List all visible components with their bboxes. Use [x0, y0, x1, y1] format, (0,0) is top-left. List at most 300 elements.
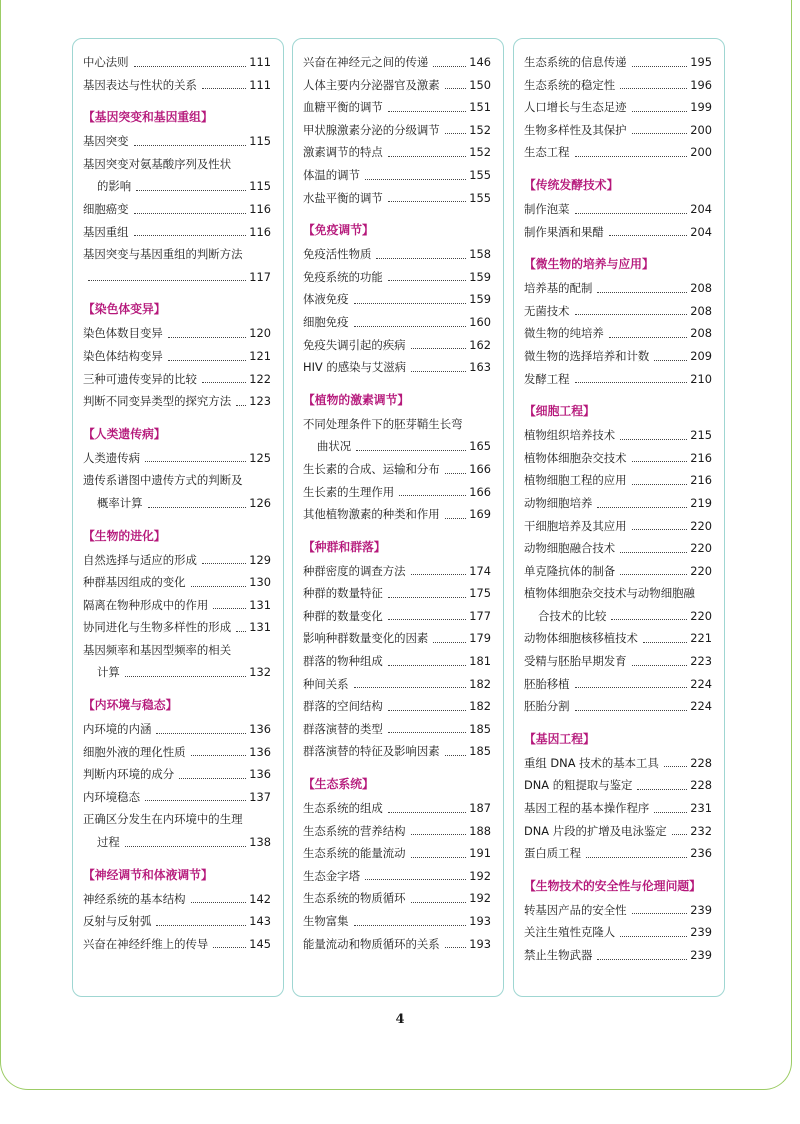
toc-entry[interactable] [83, 221, 271, 244]
dot-leader [597, 292, 687, 293]
dot-leader [365, 179, 466, 180]
entry-page: 231 [690, 801, 712, 816]
toc-entry[interactable] [83, 368, 271, 391]
toc-entry[interactable] [303, 887, 491, 910]
entry-page: 228 [690, 778, 712, 793]
toc-entry[interactable] [83, 763, 271, 786]
dot-leader [134, 213, 247, 214]
entry-page: 210 [690, 371, 712, 386]
dot-leader [168, 360, 247, 361]
entry-title: 甲状腺激素分泌的分级调节 [303, 122, 440, 137]
toc-column-2 [292, 38, 504, 997]
entry-title: 免疫系统的功能 [303, 269, 383, 284]
entry-title: 能量流动和物质循环的关系 [303, 936, 440, 951]
entry-page: 116 [249, 201, 271, 216]
entry-title: 种群的数量特征 [303, 586, 383, 601]
dot-leader [620, 439, 687, 440]
dot-leader [376, 258, 466, 259]
toc-entry[interactable] [303, 910, 491, 933]
dot-leader [388, 280, 467, 281]
toc-entry[interactable] [303, 74, 491, 97]
entry-title: 微生物的选择培养和计数 [524, 348, 650, 363]
toc-entry[interactable] [524, 797, 712, 820]
toc-entry[interactable] [83, 390, 271, 413]
entry-page: 115 [249, 179, 271, 194]
toc-entry[interactable] [303, 582, 491, 605]
entry-page: 199 [690, 100, 712, 115]
dot-leader [168, 337, 247, 338]
entry-page: 136 [249, 722, 271, 737]
toc-entry[interactable] [524, 277, 712, 300]
entry-page: 223 [690, 654, 712, 669]
entry-title: 判断不同变异类型的探究方法 [83, 394, 232, 409]
entry-title: 基因表达与性状的关系 [83, 77, 197, 92]
dot-leader [213, 947, 246, 948]
entry-title: 蛋白质工程 [524, 846, 581, 861]
entry-page: 239 [690, 948, 712, 962]
entry-title: 正确区分发生在内环境中的生理 [83, 812, 243, 827]
dot-leader [145, 461, 246, 462]
dot-leader [411, 857, 467, 858]
entry-title: 染色体结构变异 [83, 348, 163, 363]
entry-page: 145 [249, 936, 271, 951]
toc-entry[interactable] [303, 356, 491, 379]
toc-entry[interactable] [524, 322, 712, 345]
toc-entry[interactable] [303, 288, 491, 311]
entry-page: 215 [690, 428, 712, 443]
entry-page: 236 [690, 846, 712, 861]
dot-leader [365, 879, 466, 880]
entry-title: 生物多样性及其保护 [524, 122, 627, 137]
entry-page: 182 [469, 699, 491, 714]
toc-entry[interactable] [83, 718, 271, 741]
entry-page: 158 [469, 247, 491, 262]
dot-leader [388, 597, 467, 598]
entry-page: 115 [249, 134, 271, 149]
toc-entry[interactable] [303, 266, 491, 289]
toc-entry[interactable] [524, 424, 712, 447]
entry-title-cont: 过程 [97, 835, 120, 850]
entry-page: 219 [690, 495, 712, 510]
toc-entry[interactable] [524, 673, 712, 696]
dot-leader [575, 710, 688, 711]
dot-leader [620, 88, 687, 89]
entry-page: 152 [469, 145, 491, 160]
entry-page: 220 [690, 563, 712, 578]
dot-leader [156, 925, 246, 926]
toc-entry[interactable] [303, 334, 491, 357]
toc-entry[interactable] [303, 51, 491, 74]
toc-entry[interactable] [83, 616, 271, 639]
toc-entry[interactable] [524, 842, 712, 865]
entry-title-cont: 合技术的比较 [538, 608, 607, 623]
entry-page: 192 [469, 891, 491, 906]
entry-title: 染色体数目变异 [83, 326, 163, 341]
toc-entry[interactable] [83, 786, 271, 809]
toc-entry[interactable] [83, 130, 271, 153]
entry-title: 植物体细胞杂交技术 [524, 450, 627, 465]
toc-entry[interactable] [303, 560, 491, 583]
entry-title: 兴奋在神经纤维上的传导 [83, 936, 209, 951]
toc-entry[interactable] [83, 322, 271, 345]
section-title: 【神经调节和体液调节】 [83, 867, 213, 882]
dot-leader [411, 902, 467, 903]
dot-leader [654, 360, 687, 361]
entry-page: 175 [469, 586, 491, 601]
entry-page: 111 [249, 77, 271, 92]
entry-page: 191 [469, 846, 491, 861]
dot-leader [236, 631, 246, 632]
entry-page: 220 [690, 608, 712, 623]
toc-entry[interactable] [83, 571, 271, 594]
toc-entry[interactable] [303, 695, 491, 718]
entry-title: 影响种群数量变化的因素 [303, 631, 429, 646]
toc-entry[interactable] [303, 933, 491, 956]
entry-page: 131 [249, 620, 271, 635]
toc-entry[interactable] [524, 752, 712, 775]
entry-page: 123 [249, 394, 271, 409]
dot-leader [156, 733, 246, 734]
dot-leader [643, 642, 687, 643]
toc-entry[interactable] [83, 741, 271, 764]
entry-title: 基因突变对氨基酸序列及性状 [83, 156, 232, 171]
toc-entry[interactable] [524, 447, 712, 470]
section-title: 【微生物的培养与应用】 [524, 257, 654, 272]
toc-entry[interactable] [303, 413, 491, 458]
toc-entry[interactable] [524, 627, 712, 650]
toc-entry[interactable] [303, 141, 491, 164]
entry-page: 122 [249, 371, 271, 386]
dot-leader [191, 755, 247, 756]
dot-leader [202, 88, 246, 89]
dot-leader [575, 156, 688, 157]
entry-page: 142 [249, 891, 271, 906]
entry-page: 116 [249, 224, 271, 239]
toc-entry[interactable] [303, 650, 491, 673]
entry-title: 生态系统的稳定性 [524, 77, 616, 92]
dot-leader [125, 846, 246, 847]
dot-leader [620, 574, 687, 575]
dot-leader [609, 235, 688, 236]
entry-title-cont: 概率计算 [97, 495, 143, 510]
entry-title: 生长素的合成、运输和分布 [303, 461, 440, 476]
entry-page: 181 [469, 654, 491, 669]
entry-page: 228 [690, 755, 712, 770]
entry-page: 137 [249, 789, 271, 804]
entry-title: 生态工程 [524, 145, 570, 160]
toc-entry[interactable] [83, 243, 271, 288]
entry-title: 动物细胞融合技术 [524, 541, 616, 556]
entry-title: 激素调节的特点 [303, 145, 383, 160]
entry-page: 232 [690, 823, 712, 838]
dot-leader [611, 619, 687, 620]
dot-leader [388, 812, 467, 813]
dot-leader [388, 619, 467, 620]
section-title: 【生物的进化】 [83, 528, 166, 543]
entry-title: 基因频率和基因型频率的相关 [83, 642, 232, 657]
toc-entry[interactable] [524, 96, 712, 119]
section-title: 【生物技术的安全性与伦理问题】 [524, 878, 701, 893]
entry-continuation [303, 435, 491, 458]
entry-title: 中心法则 [83, 55, 129, 69]
toc-entry[interactable] [303, 187, 491, 210]
toc-entry[interactable] [83, 153, 271, 198]
toc-entry[interactable] [83, 345, 271, 368]
toc-entry[interactable] [83, 198, 271, 221]
toc-entry[interactable] [524, 515, 712, 538]
toc-entry[interactable] [303, 820, 491, 843]
dot-leader [388, 732, 467, 733]
entry-page: 131 [249, 597, 271, 612]
toc-entry[interactable] [83, 594, 271, 617]
toc-entry[interactable] [303, 673, 491, 696]
entry-title: 兴奋在神经元之间的传递 [303, 55, 429, 69]
entry-title: 群落演替的特征及影响因素 [303, 744, 440, 759]
entry-title: 培养基的配制 [524, 281, 593, 296]
entry-title: 神经系统的基本结构 [83, 891, 186, 906]
entry-page: 130 [249, 575, 271, 590]
toc-entry[interactable] [303, 503, 491, 526]
toc-entry[interactable] [524, 492, 712, 515]
toc-entry[interactable] [524, 921, 712, 944]
entry-title: 受精与胚胎早期发育 [524, 654, 627, 669]
entry-page: 165 [469, 439, 491, 454]
entry-title: 生态金字塔 [303, 868, 360, 883]
toc-entry[interactable] [524, 345, 712, 368]
entry-page: 196 [690, 77, 712, 92]
toc-entry[interactable] [303, 96, 491, 119]
toc-entry[interactable] [303, 627, 491, 650]
entry-title: 植物组织培养技术 [524, 428, 616, 443]
entry-title: 体液免疫 [303, 292, 349, 307]
dot-leader [445, 518, 467, 519]
entry-title: 人类遗传病 [83, 450, 140, 465]
dot-leader [134, 66, 247, 67]
dot-leader [597, 959, 687, 960]
dot-leader [632, 913, 688, 914]
dot-leader [356, 450, 466, 451]
toc-entry[interactable] [524, 774, 712, 797]
entry-title: DNA 的粗提取与鉴定 [524, 778, 633, 793]
toc-entry[interactable] [83, 469, 271, 514]
entry-title: 群落演替的类型 [303, 721, 383, 736]
toc-entry[interactable] [303, 243, 491, 266]
entry-title: 细胞免疫 [303, 314, 349, 329]
entry-page: 216 [690, 450, 712, 465]
toc-entry[interactable] [83, 74, 271, 97]
toc-entry[interactable] [303, 605, 491, 628]
section-title: 【染色体变异】 [83, 302, 166, 317]
toc-entry[interactable] [83, 910, 271, 933]
section-title: 【人类遗传病】 [83, 426, 166, 441]
entry-title: 动物细胞培养 [524, 495, 593, 510]
entry-page: 224 [690, 699, 712, 714]
toc-entry[interactable] [524, 582, 712, 627]
entry-page: 132 [249, 665, 271, 680]
section-title: 【生态系统】 [303, 777, 374, 792]
entry-title: 群落的物种组成 [303, 654, 383, 669]
entry-continuation [83, 492, 271, 515]
toc-entry[interactable] [303, 311, 491, 334]
entry-title: 基因工程的基本操作程序 [524, 801, 650, 816]
dot-leader [136, 190, 246, 191]
dot-leader [388, 201, 467, 202]
toc-entry[interactable] [524, 537, 712, 560]
entry-title: 免疫活性物质 [303, 247, 372, 262]
dot-leader [354, 687, 467, 688]
toc-entry[interactable] [303, 164, 491, 187]
toc-entry[interactable] [524, 119, 712, 142]
dot-leader [433, 66, 466, 67]
section-title: 【基因突变和基因重组】 [83, 110, 213, 125]
entry-title: 种群密度的调查方法 [303, 563, 406, 578]
entry-title: 重组 DNA 技术的基本工具 [524, 755, 659, 770]
entry-page: 111 [249, 55, 271, 69]
entry-title: 体温的调节 [303, 167, 360, 182]
entry-title: 转基因产品的安全性 [524, 902, 627, 917]
entry-page: 155 [469, 190, 491, 205]
toc-entry[interactable] [303, 718, 491, 741]
entry-continuation [83, 175, 271, 198]
toc-entry[interactable] [524, 820, 712, 843]
entry-title: 生物富集 [303, 914, 349, 928]
entry-title: 判断内环境的成分 [83, 767, 175, 782]
entry-title: 基因突变 [83, 134, 129, 149]
dot-leader [672, 834, 688, 835]
entry-page: 239 [690, 925, 712, 940]
entry-title: 种群基因组成的变化 [83, 575, 186, 590]
toc-entry[interactable] [524, 221, 712, 244]
dot-leader [597, 507, 687, 508]
dot-leader [632, 529, 688, 530]
entry-title-cont: 计算 [97, 665, 120, 680]
dot-leader [202, 563, 246, 564]
dot-leader [575, 687, 688, 688]
dot-leader [399, 495, 466, 496]
entry-title: 基因突变与基因重组的判断方法 [83, 247, 243, 262]
entry-continuation [83, 831, 271, 854]
toc-entry[interactable] [303, 740, 491, 763]
toc-entry[interactable] [83, 447, 271, 470]
toc-entry[interactable] [303, 119, 491, 142]
section-title: 【免疫调节】 [303, 223, 374, 238]
entry-page: 224 [690, 676, 712, 691]
entry-title: 生态系统的能量流动 [303, 846, 406, 861]
entry-page: 179 [469, 631, 491, 646]
entry-title: HIV 的感染与艾滋病 [303, 360, 407, 375]
entry-page: 121 [249, 348, 271, 363]
section-title: 【传统发酵技术】 [524, 177, 619, 192]
entry-page: 188 [469, 823, 491, 838]
dot-leader [637, 789, 687, 790]
dot-leader [134, 145, 247, 146]
dot-leader [654, 812, 687, 813]
toc-entry[interactable] [524, 650, 712, 673]
entry-title: 种间关系 [303, 676, 349, 691]
entry-page: 208 [690, 281, 712, 296]
entry-page: 151 [469, 100, 491, 115]
entry-title: 血糖平衡的调节 [303, 100, 383, 115]
entry-page: 185 [469, 744, 491, 759]
toc-entry[interactable] [524, 944, 712, 967]
toc-entry[interactable] [524, 300, 712, 323]
entry-title: 人口增长与生态足迹 [524, 100, 627, 115]
section-title: 【细胞工程】 [524, 404, 595, 419]
toc-entry[interactable] [303, 458, 491, 481]
toc-entry[interactable] [524, 74, 712, 97]
entry-title: 协同进化与生物多样性的形成 [83, 620, 232, 635]
entry-title: 关注生殖性克隆人 [524, 925, 616, 940]
dot-leader [411, 371, 466, 372]
entry-title: 种群的数量变化 [303, 608, 383, 623]
toc-entry[interactable] [524, 198, 712, 221]
dot-leader [88, 280, 246, 281]
toc-entry[interactable] [83, 549, 271, 572]
entry-page: 129 [249, 552, 271, 567]
dot-leader [134, 235, 247, 236]
entry-title: 不同处理条件下的胚芽鞘生长弯 [303, 416, 463, 431]
toc-entry[interactable] [83, 51, 271, 74]
toc-entry[interactable] [303, 865, 491, 888]
entry-page: 159 [469, 292, 491, 307]
entry-title: 植物体细胞杂交技术与动物细胞融 [524, 586, 695, 601]
entry-page: 174 [469, 563, 491, 578]
entry-title: 发酵工程 [524, 371, 570, 386]
entry-title-cont: 曲状况 [317, 439, 352, 454]
entry-page: 152 [469, 122, 491, 137]
entry-title: 制作泡菜 [524, 201, 570, 216]
entry-page: 166 [469, 484, 491, 499]
toc-entry[interactable] [524, 51, 712, 74]
entry-title: 禁止生物武器 [524, 948, 593, 962]
toc-entry[interactable] [83, 808, 271, 853]
toc-entry[interactable] [524, 899, 712, 922]
toc-entry[interactable] [524, 560, 712, 583]
toc-entry[interactable] [303, 797, 491, 820]
toc-entry[interactable] [83, 888, 271, 911]
toc-entry[interactable] [524, 368, 712, 391]
entry-title: 胚胎分割 [524, 699, 570, 714]
toc-entry[interactable] [303, 842, 491, 865]
entry-page: 138 [249, 835, 271, 850]
dot-leader [586, 857, 687, 858]
toc-entry[interactable] [524, 141, 712, 164]
dot-leader [354, 303, 467, 304]
entry-title: 反射与反射弧 [83, 914, 152, 929]
entry-page: 204 [690, 224, 712, 239]
dot-leader [609, 337, 688, 338]
entry-title: 干细胞培养及其应用 [524, 518, 627, 533]
dot-leader [388, 111, 467, 112]
dot-leader [202, 382, 246, 383]
entry-title: 人体主要内分泌器官及激素 [303, 77, 440, 92]
entry-page: 187 [469, 801, 491, 816]
toc-entry[interactable] [524, 695, 712, 718]
toc-entry[interactable] [303, 481, 491, 504]
entry-continuation [83, 661, 271, 684]
entry-page: 159 [469, 269, 491, 284]
toc-entry[interactable] [83, 933, 271, 956]
entry-title: 水盐平衡的调节 [303, 190, 383, 205]
entry-page: 146 [469, 55, 491, 69]
dot-leader [632, 665, 688, 666]
entry-continuation [83, 266, 271, 289]
entry-page: 193 [469, 936, 491, 951]
toc-entry[interactable] [524, 469, 712, 492]
entry-title: 三种可遗传变异的比较 [83, 371, 197, 386]
entry-continuation [524, 605, 712, 628]
toc-entry[interactable] [83, 639, 271, 684]
